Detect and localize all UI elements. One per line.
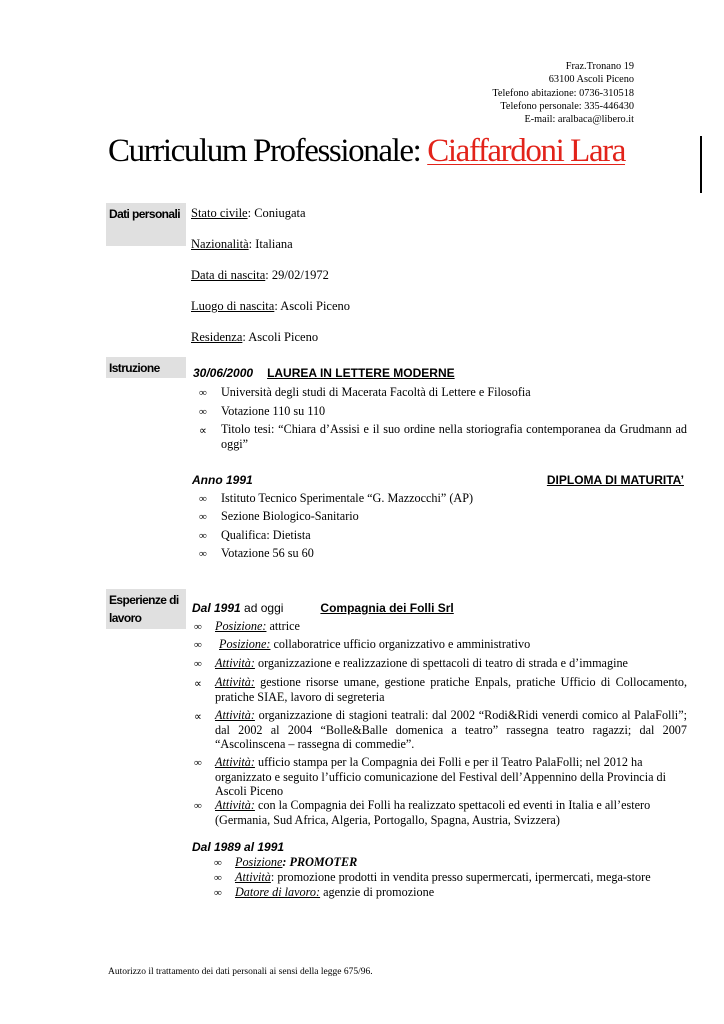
- item-text: agenzie di promozione: [320, 885, 435, 899]
- job1-item: [215, 656, 687, 671]
- bullet-icon: ∞: [199, 387, 207, 399]
- degree-item: Votazione 110 su 110: [221, 404, 326, 418]
- item-text: attrice: [266, 619, 300, 633]
- personal-phone: Telefono personale: 335-446430: [500, 100, 634, 112]
- degree-item: Titolo tesi: “Chiara d’Assisi e il suo ordine nella storiografia contemporanea da Grudmann ad oggi”: [221, 422, 687, 451]
- bullet-icon: ∞: [194, 757, 202, 769]
- diploma-item: Votazione 56 su 60: [221, 546, 314, 560]
- home-phone: Telefono abitazione: 0736-310518: [492, 87, 634, 99]
- job1-item: [215, 798, 687, 827]
- field-residence: [191, 330, 318, 345]
- address-street: Fraz.Tronano 19: [565, 61, 634, 72]
- bullet-icon: ∞: [194, 621, 202, 633]
- item-label: Posizione:: [219, 637, 271, 651]
- bullet-icon: ∝: [199, 425, 207, 437]
- item-text: organizzazione e realizzazione di spettacoli di teatro di strada e d’immagine: [254, 656, 628, 670]
- field-value: : Coniugata: [247, 206, 306, 220]
- candidate-name: Ciaffardoni Lara: [427, 133, 626, 169]
- title-prefix: Curriculum Professionale:: [108, 133, 428, 169]
- diploma-title: DIPLOMA DI MATURITA’: [546, 473, 684, 487]
- item-label: Attività:: [215, 755, 255, 769]
- bullet-icon: ∞: [199, 511, 207, 523]
- item-label: Attività:: [215, 656, 255, 670]
- email: E-mail: aralbaca@libero.it: [524, 114, 634, 126]
- field-label: Luogo di nascita: [191, 299, 275, 313]
- item-label: Attività: [235, 870, 271, 884]
- field-label: Data di nascita: [191, 268, 266, 282]
- job2-item: [235, 885, 687, 900]
- item-label: Posizione:: [215, 619, 267, 633]
- page-title: [108, 133, 625, 170]
- degree-date: 30/06/2000: [193, 366, 254, 380]
- job1-period-end: ad oggi: [240, 601, 284, 615]
- item-text: ufficio stampa per la Compagnia dei Folli e per il Teatro PalaFolli; nel 2012 ha organizzato e seguito l’ufficio comunicazione del Festival dell’Appennino della Provincia di Ascoli Piceno: [215, 755, 667, 798]
- field-birth-date: [191, 268, 329, 283]
- bullet-icon: ∞: [199, 493, 207, 505]
- field-label: Nazionalità: [191, 237, 249, 251]
- section-label-experience: Esperienze di lavoro: [106, 589, 186, 629]
- bullet-icon: ∞: [214, 872, 222, 884]
- bullet-icon: ∞: [194, 658, 202, 670]
- item-label: Attività:: [215, 675, 255, 689]
- contact-address: [414, 60, 634, 126]
- field-value: : Italiana: [248, 237, 293, 251]
- job2-item: [235, 855, 687, 870]
- degree-heading: [193, 366, 455, 380]
- bullet-icon: ∝: [194, 678, 202, 690]
- item-text: gestione risorse umane, gestione pratiche Enpals, pratiche Ufficio di Collocamento, pratiche SIAE, lavoro di segreteria: [215, 675, 687, 704]
- bullet-icon: ∞: [199, 548, 207, 560]
- item-text: con la Compagnia dei Folli ha realizzato spettacoli ed eventi in Italia e all’estero (Germania, Sud Africa, Algeria, Portogallo, Spagna, Austria, Svizzera): [215, 798, 651, 827]
- diploma-item: Sezione Biologico-Sanitario: [221, 509, 359, 523]
- degree-item: Università degli studi di Macerata Facoltà di Lettere e Filosofia: [221, 385, 531, 399]
- item-text: organizzazione di stagioni teatrali: dal 2002 “Rodi&Ridi venerdi comico al PalaFolli”; dal 2002 al 2004 “Bolle&Balle domenica a teatro” rassegna teatro ragazzi; dal 2007 “Ascolinscena – rassegna di commedie”.: [215, 708, 687, 751]
- job1-item: [215, 708, 687, 752]
- diploma-item: Istituto Tecnico Sperimentale “G. Mazzocchi” (AP): [221, 491, 474, 505]
- bullet-icon: ∞: [214, 887, 222, 899]
- field-marital-status: [191, 206, 306, 221]
- field-value: : 29/02/1972: [265, 268, 329, 282]
- item-label: Attività:: [215, 798, 255, 812]
- job1-heading: [192, 601, 454, 615]
- degree-title: LAUREA IN LETTERE MODERNE: [267, 366, 455, 380]
- field-birth-place: [191, 299, 350, 314]
- item-label: Datore di lavoro:: [235, 885, 321, 899]
- job1-period-start: Dal 1991: [192, 601, 241, 615]
- field-nationality: [191, 237, 293, 252]
- item-label: Attività:: [215, 708, 255, 722]
- bullet-icon: ∞: [214, 857, 222, 869]
- field-value: : Ascoli Piceno: [242, 330, 319, 344]
- field-label: Stato civile: [191, 206, 248, 220]
- item-text: : PROMOTER: [282, 855, 358, 869]
- bullet-icon: ∞: [194, 800, 202, 812]
- bullet-icon: ∝: [194, 711, 202, 723]
- section-label-personal: Dati personali: [106, 203, 186, 246]
- job1-company: Compagnia dei Folli Srl: [320, 601, 454, 615]
- bullet-icon: ∞: [194, 639, 202, 651]
- text-cursor-bar: [700, 136, 702, 193]
- privacy-consent-footer: Autorizzo il trattamento dei dati personali ai sensi della legge 675/96.: [108, 967, 373, 977]
- job1-item: [215, 675, 687, 704]
- job1-item: [215, 755, 687, 799]
- job1-item: [215, 619, 687, 634]
- address-city: 63100 Ascoli Piceno: [548, 74, 634, 86]
- item-text: collaboratrice ufficio organizzativo e amministrativo: [270, 637, 531, 651]
- job1-item: [219, 637, 687, 652]
- item-text: : promozione prodotti in vendita presso supermercati, ipermercati, mega-store: [270, 870, 651, 884]
- diploma-year: Anno 1991: [192, 473, 253, 487]
- job2-item: [235, 870, 687, 885]
- field-label: Residenza: [191, 330, 243, 344]
- bullet-icon: ∞: [199, 530, 207, 542]
- section-label-education: Istruzione: [106, 357, 186, 378]
- item-label: Posizione: [235, 855, 283, 869]
- bullet-icon: ∞: [199, 406, 207, 418]
- field-value: : Ascoli Piceno: [274, 299, 351, 313]
- diploma-item: Qualifica: Dietista: [221, 528, 311, 542]
- job2-period: Dal 1989 al 1991: [192, 840, 285, 854]
